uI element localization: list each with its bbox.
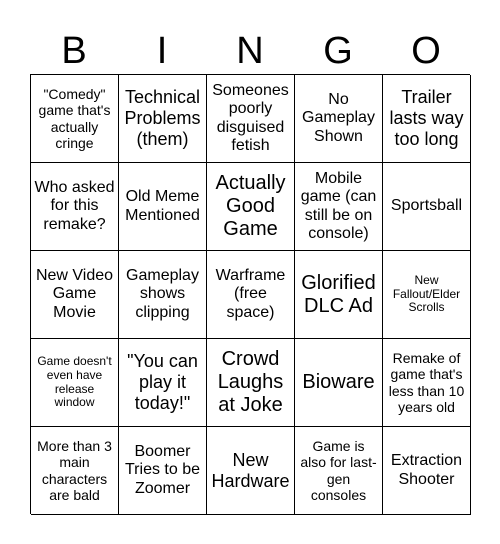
bingo-cell-r3c5[interactable] — [383, 251, 471, 339]
bingo-cell-r4c3[interactable] — [207, 339, 295, 427]
bingo-cell-r3c1[interactable] — [31, 251, 119, 339]
bingo-cell-r5c2[interactable] — [119, 427, 207, 515]
cell-label: "You can play it today!" — [127, 351, 198, 413]
cell-label: Who asked for this remake? — [34, 178, 115, 233]
bingo-cell-r5c5[interactable] — [383, 427, 471, 515]
cell-label: "Comedy" game that's actually cringe — [38, 86, 111, 151]
cell-label: More than 3 main characters are bald — [37, 438, 112, 503]
bingo-cell-r3c4[interactable] — [295, 251, 383, 339]
bingo-cell-r1c3[interactable] — [207, 75, 295, 163]
cell-label: Someones poorly disguised fetish — [212, 81, 289, 154]
bingo-cell-r2c4[interactable] — [295, 163, 383, 251]
cell-label: Game doesn't even have release window — [37, 353, 112, 410]
bingo-grid — [30, 74, 470, 514]
bingo-cell-r4c2[interactable] — [119, 339, 207, 427]
cell-label: Game is also for last-gen consoles — [300, 438, 377, 503]
bingo-cell-r2c2[interactable] — [119, 163, 207, 251]
cell-label: Trailer lasts way too long — [389, 87, 464, 149]
cell-label: Bioware — [302, 371, 375, 393]
cell-label: Technical Problems (them) — [124, 87, 201, 149]
bingo-cell-r1c4[interactable] — [295, 75, 383, 163]
header-letter-o: O — [411, 30, 441, 72]
bingo-cell-r5c1[interactable] — [31, 427, 119, 515]
bingo-cell-r1c1[interactable] — [31, 75, 119, 163]
cell-label: Crowd Laughs at Joke — [217, 348, 284, 416]
bingo-cell-r3c3[interactable] — [207, 251, 295, 339]
bingo-cell-r2c5[interactable] — [383, 163, 471, 251]
cell-label: Extraction Shooter — [390, 452, 463, 488]
cell-label: Glorified DLC Ad — [301, 271, 376, 317]
bingo-cell-r3c2[interactable] — [119, 251, 207, 339]
bingo-cell-r4c4[interactable] — [295, 339, 383, 427]
bingo-cell-r5c3[interactable] — [207, 427, 295, 515]
cell-label: Gameplay shows clipping — [126, 266, 199, 321]
header-letter-g: G — [323, 30, 353, 72]
cell-label: Mobile game (can still be on console) — [300, 169, 377, 242]
cell-label: Boomer Tries to be Zoomer — [125, 442, 200, 497]
bingo-cell-r1c2[interactable] — [119, 75, 207, 163]
header-letter-b: B — [61, 30, 87, 72]
bingo-cell-r2c1[interactable] — [31, 163, 119, 251]
cell-label: Remake of game that's less than 10 years old — [388, 350, 465, 415]
header-letter-i: I — [156, 30, 168, 72]
cell-label: Actually Good Game — [215, 172, 286, 240]
cell-label: Old Meme Mentioned — [125, 188, 200, 224]
cell-label: New Video Game Movie — [35, 266, 114, 321]
bingo-cell-r4c5[interactable] — [383, 339, 471, 427]
bingo-cell-r4c1[interactable] — [31, 339, 119, 427]
cell-label: Sportsball — [390, 197, 463, 215]
bingo-cell-r2c3[interactable] — [207, 163, 295, 251]
bingo-cell-r5c4[interactable] — [295, 427, 383, 515]
header-letter-n: N — [236, 30, 264, 72]
cell-label: New Hardware — [211, 449, 290, 491]
cell-label: No Gameplay Shown — [302, 90, 375, 145]
cell-label: Warframe (free space) — [215, 266, 286, 321]
bingo-header — [30, 28, 470, 74]
bingo-cell-r1c5[interactable] — [383, 75, 471, 163]
cell-label: New Fallout/Elder Scrolls — [392, 272, 461, 315]
